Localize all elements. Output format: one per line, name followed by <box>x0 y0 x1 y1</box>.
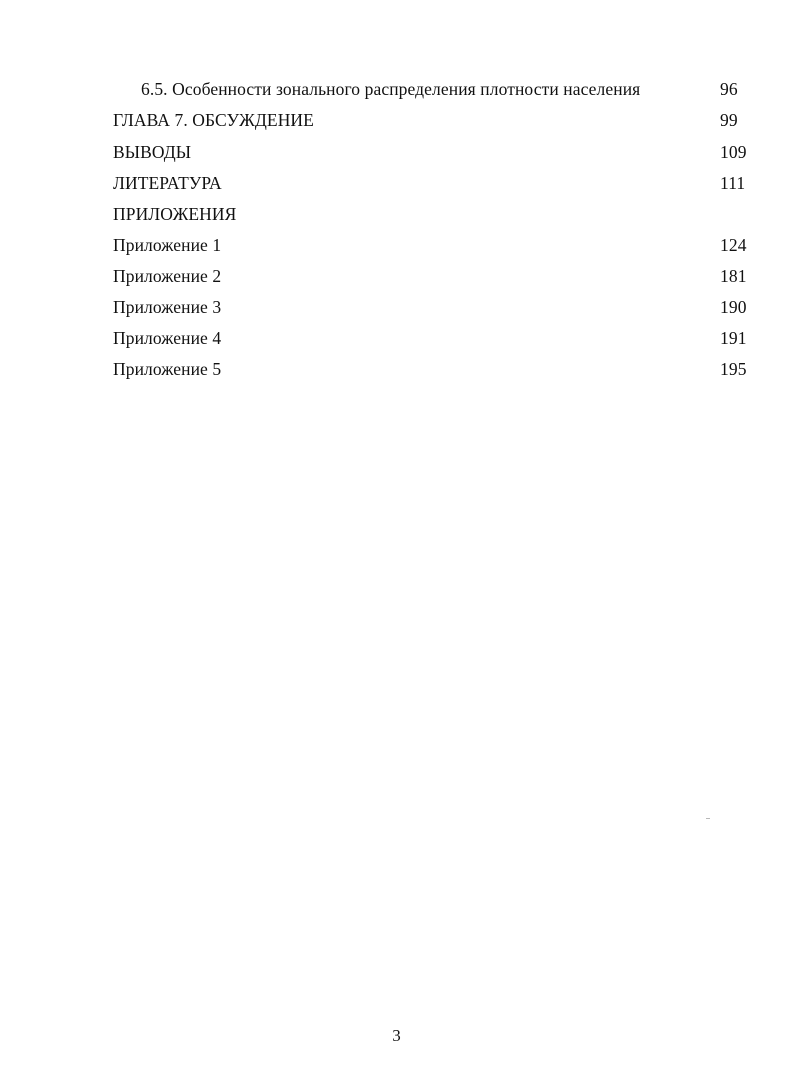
toc-entry <box>0 263 793 289</box>
toc-entry-page: 190 <box>720 297 747 317</box>
toc-entry-title: Приложение 5 <box>113 359 222 379</box>
toc-entry-title: 6.5. Особенности зонального распределения плотности населения <box>141 79 641 99</box>
toc-entry-page: 124 <box>720 235 747 255</box>
toc-entry-title: Приложение 2 <box>113 266 222 286</box>
toc-entry-page: 111 <box>720 173 746 193</box>
toc-entry <box>0 170 793 196</box>
toc-entry-title: ПРИЛОЖЕНИЯ <box>113 204 237 224</box>
toc-entry-title: Приложение 4 <box>113 328 222 348</box>
toc-entry-page: 195 <box>720 359 747 379</box>
toc-entry-page: 99 <box>720 110 738 130</box>
toc-entry-page: 96 <box>720 79 738 99</box>
toc-entry-page: 181 <box>720 266 747 286</box>
toc-entry <box>0 139 793 165</box>
toc-entry-page: 191 <box>720 328 747 348</box>
toc-entry-title: ГЛАВА 7. ОБСУЖДЕНИЕ <box>113 110 314 130</box>
toc-entry-title: Приложение 1 <box>113 235 222 255</box>
toc-entry <box>0 356 793 382</box>
toc-entry <box>0 232 793 258</box>
scan-speck <box>706 818 710 819</box>
toc-entry-title: ВЫВОДЫ <box>113 142 192 162</box>
page-number: 3 <box>392 1026 401 1045</box>
toc-entry <box>0 294 793 320</box>
toc-entry <box>0 201 793 227</box>
toc-entry <box>0 107 793 133</box>
toc-entry-page: 109 <box>720 142 747 162</box>
toc-entry <box>0 76 793 102</box>
toc-entry <box>0 325 793 351</box>
toc-entry-title: Приложение 3 <box>113 297 222 317</box>
toc-entry-title: ЛИТЕРАТУРА <box>113 173 222 193</box>
